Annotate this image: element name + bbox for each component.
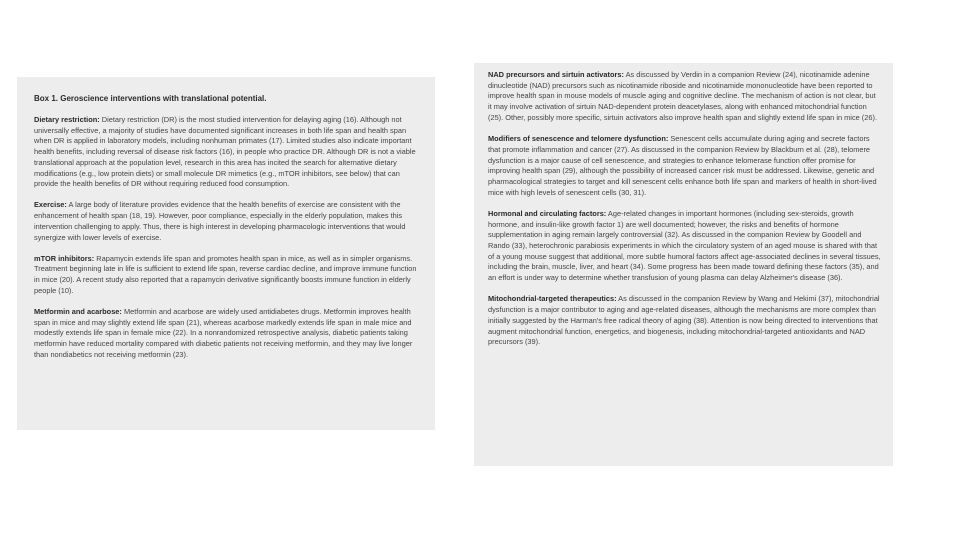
section-heading: Hormonal and circulating factors: (488, 208, 607, 218)
section-text: As discussed by Verdin in a companion Review (24), nicotinamide adenine dinucleotide (NAD) precursors such as nicotinamide riboside and nicotinamide mononucleotide have been reported to improve health span in mouse models of muscle aging and cognitive decline. The mechanism of action is not clear, but it may involve activation of sirtuin NAD-dependent protein deacetylases, along with enhanced mitochondrial function (25). Other, possibly more specific, sirtuin activators also improve health span and slightly extend life span in mice (26). (488, 70, 878, 122)
section-metformin-acarbose (34, 307, 419, 361)
section-heading: NAD precursors and sirtuin activators: (488, 70, 624, 79)
section-heading: Mitochondrial-targeted therapeutics: (488, 294, 617, 304)
section-heading: mTOR inhibitors: (34, 253, 95, 263)
section-senescence-telomere (488, 134, 881, 198)
section-text: Senescent cells accumulate during aging and secrete factors that promote inflammation and cancer (27). As discussed in the companion Review by Blackburn et al. (28), telomere dysfunction is a major cause of cell senescence, and strategies to enhance telomerase function offer promise for improving health span (29), although the possibility of increased cancer risk must be addressed. Likewise, genetic and pharmacological strategies to target and kill senescent cells enhance both life span and markers of health in short-lived mice with high levels of senescent cells (30, 31). (488, 134, 877, 197)
section-exercise (34, 200, 419, 243)
section-text: Rapamycin extends life span and promotes health span in mice, as well as in simpler organisms. Treatment beginning late in life is sufficient to extend life span, reverse cardiac decline, and improve immune function in mice (20). A recent study also reported that a rapamycin derivative significantly boosts immune function in elderly people (10). (34, 253, 417, 295)
section-dietary-restriction (34, 115, 419, 190)
section-text: Dietary restriction (DR) is the most studied intervention for delaying aging (16). Although not universally effective, a majority of studies have documented significant increases in both life span and health span when DR is applied in laboratory models, including nonhuman primates (17). Limited studies also indicate important health benefits, including reversal of disease risk factors (16), in people who practice DR. Although DR is not a viable translational approach at the population level, research in this area has incited the search for alternative dietary modifications (e.g., low protein diets) or small molecule DR mimetics (e.g., mTOR inhibitors, see below) that can provide the health benefits of DR without requiring reduced food consumption. (34, 115, 416, 189)
section-text: Metformin and acarbose are widely used antidiabetes drugs. Metformin improves health span in mice and may slightly extend life span (21), whereas acarbose markedly extends life span in male mice and modestly extends life span in female mice (22). In a nonrandomized retrospective analysis, diabetic patients taking metformin have reduced mortality compared with diabetic patients not receiving metformin, and they may live longer than nondiabetics not receiving metformin (23). (34, 307, 413, 359)
section-text: Age-related changes in important hormones (including sex-steroids, growth hormone, and insulin-like growth factor 1) are well documented; however, the risks and benefits of hormone supplementation in aging remain largely controversial (32). As discussed in the companion Review by Goodell and Rando (33), heterochronic parabiosis experiments in which the circulatory system of an aged mouse is shared with that of a young mouse suggest that additional, more subtle humoral factors affect age-associated declines in several tissues, including the brain, muscle, liver, and heart (34). Some progress has been made toward defining these factors (35), and an effort is under way to determine whether transfusion of young plasma can delay Alzheimer's disease (36). (488, 208, 881, 283)
section-heading: Metformin and acarbose: (34, 307, 122, 317)
box-title: Box 1. Geroscience interventions with translational potential. (34, 94, 267, 103)
section-heading: Exercise: (34, 200, 67, 210)
section-heading: Modifiers of senescence and telomere dysfunction: (488, 134, 669, 144)
section-heading: Dietary restriction: (34, 115, 100, 124)
section-mitochondrial (488, 294, 881, 348)
box-left-panel (17, 77, 435, 430)
section-text: A large body of literature provides evidence that the health benefits of exercise are consistent with the enhancement of health span (18, 19). However, poor compliance, especially in the elderly population, makes this intervention challenging to apply. Thus, there is high interest in developing pharmacologic interventions that would synergize with lower levels of exercise. (34, 200, 406, 242)
section-mtor-inhibitors (34, 254, 419, 297)
box-right-panel (474, 63, 893, 466)
section-text: As discussed in the companion Review by Wang and Hekimi (37), mitochondrial dysfunction is a major contributor to aging and age-related diseases, although the mechanisms are more complex than initially suggested by the Harman's free radical theory of aging (38). Attention is now being directed to interventions that augment mitochondrial function, energetics, and biogenesis, including mitochondrial-targeted antioxidants and NAD precursors (39). (488, 294, 880, 347)
section-hormonal-circulating (488, 209, 881, 284)
section-nad-sirtuin (488, 70, 881, 124)
